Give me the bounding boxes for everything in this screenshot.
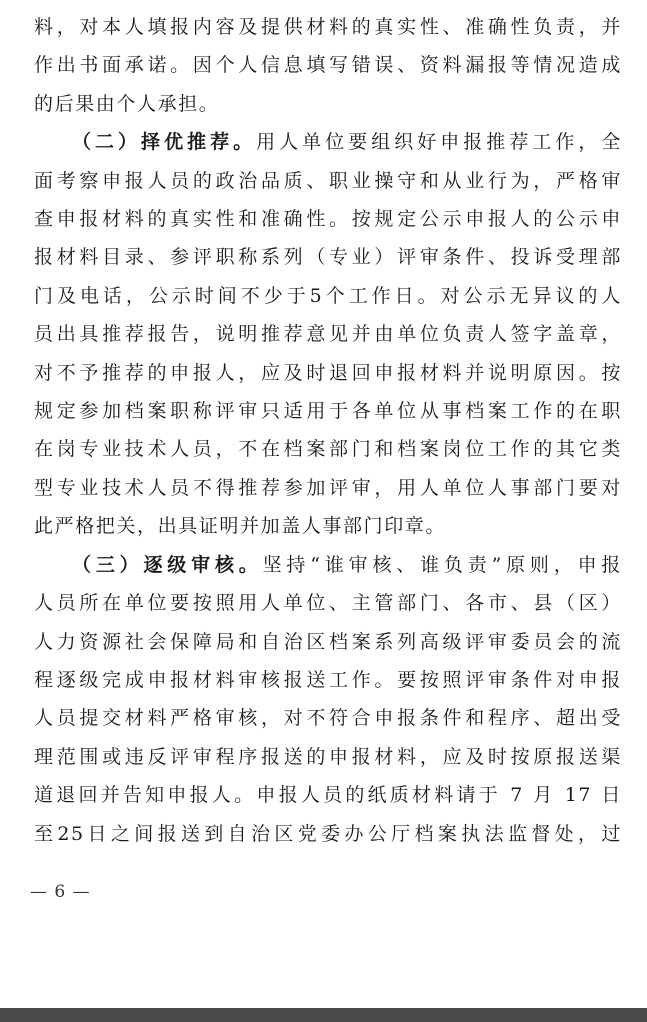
text-span: 坚持“谁审核、谁负责”原则，申报 bbox=[262, 553, 622, 576]
page-number: — 6 — bbox=[30, 882, 91, 902]
text-line: 此严格把关，出具证明并加盖人事部门印章。 bbox=[34, 515, 447, 538]
paragraph-3 bbox=[34, 546, 622, 853]
text-line: 理范围或违反评审程序报送的申报材料，应及时按原报送渠 bbox=[34, 745, 622, 768]
text-line bbox=[34, 546, 622, 584]
text-line: 人员提交材料严格审核，对不符合申报条件和程序、超出受 bbox=[34, 707, 622, 730]
text-line: 料，对本人填报内容及提供材料的真实性、准确性负责，并 bbox=[34, 16, 622, 38]
document-page bbox=[34, 8, 622, 853]
section-heading: （三）逐级审核。 bbox=[72, 553, 263, 576]
text-line: 人员所在单位要按照用人单位、主管部门、各市、县（区） bbox=[34, 592, 622, 615]
text-line: 至25日之间报送到自治区党委办公厅档案执法监督处，过 bbox=[34, 822, 622, 845]
text-line: 程逐级完成申报材料审核报送工作。要按照评审条件对申报 bbox=[34, 668, 622, 691]
text-line: 人力资源社会保障局和自治区档案系列高级评审委员会的流 bbox=[34, 630, 622, 653]
text-line bbox=[34, 123, 622, 161]
text-line: 对不予推荐的申报人，应及时退回申报材料并说明原因。按 bbox=[34, 361, 622, 384]
text-line: 作出书面承诺。因个人信息填写错误、资料漏报等情况造成 bbox=[34, 54, 622, 77]
text-line: 面考察申报人员的政治品质、职业操守和从业行为，严格审 bbox=[34, 169, 622, 192]
text-line: 的后果由个人承担。 bbox=[34, 92, 220, 115]
text-line: 门及电话，公示时间不少于5个工作日。对公示无异议的人 bbox=[34, 284, 622, 307]
text-line: 查申报材料的真实性和准确性。按规定公示申报人的公示申 bbox=[34, 208, 622, 231]
text-line: 道退回并告知申报人。申报人员的纸质材料请于 7 月 17 日 bbox=[34, 784, 622, 807]
paragraph-1 bbox=[34, 8, 622, 123]
text-line: 规定参加档案职称评审只适用于各单位从事档案工作的在职 bbox=[34, 400, 622, 423]
bottom-bar bbox=[0, 1008, 647, 1022]
text-line: 报材料目录、参评职称系列（专业）评审条件、投诉受理部 bbox=[34, 246, 622, 269]
text-line: 型专业技术人员不得推荐参加评审，用人单位人事部门要对 bbox=[34, 476, 622, 499]
paragraph-2 bbox=[34, 123, 622, 545]
section-heading: （二）择优推荐。 bbox=[72, 131, 257, 154]
text-span: 用人单位要组织好申报推荐工作，全 bbox=[256, 131, 622, 154]
text-line: 员出具推荐报告，说明推荐意见并由单位负责人签字盖章， bbox=[34, 323, 622, 346]
text-line: 在岗专业技术人员，不在档案部门和档案岗位工作的其它类 bbox=[34, 438, 622, 461]
